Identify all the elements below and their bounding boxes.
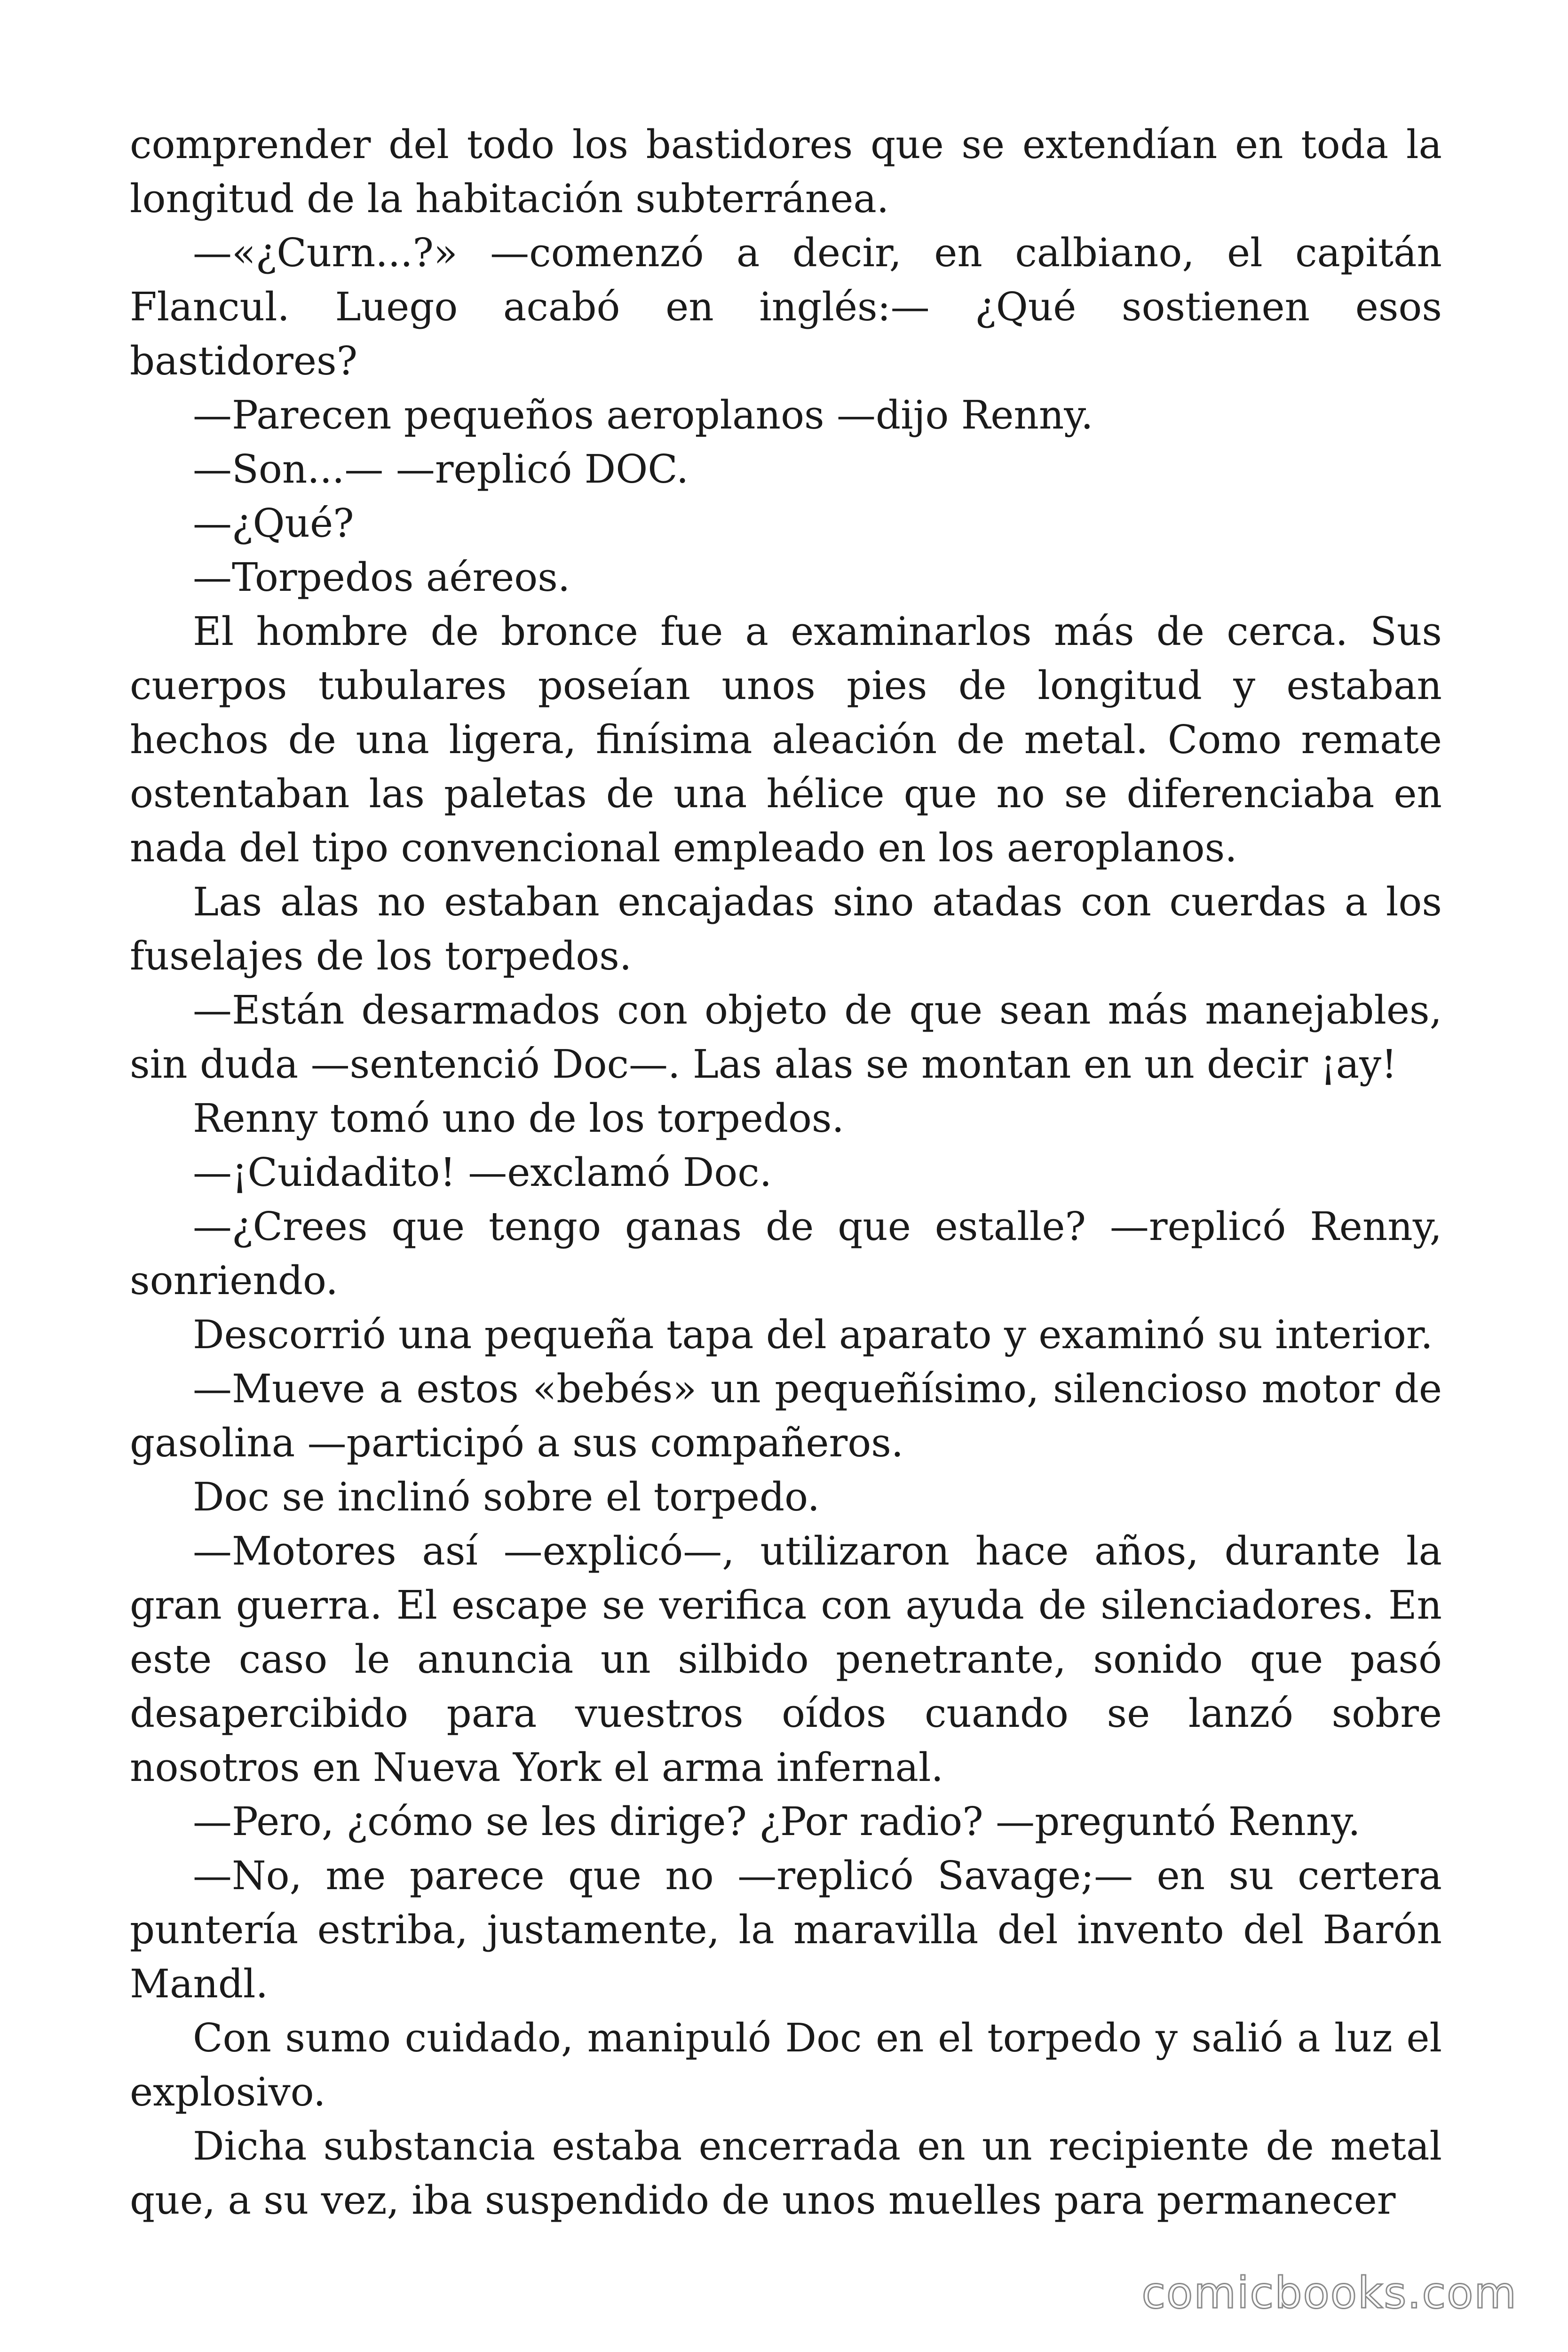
paragraph: —Parecen pequeños aeroplanos —dijo Renny. <box>193 392 1093 438</box>
paragraph: Dicha substancia estaba encerrada en un recipiente de metal que, a su vez, iba suspendido de unos muelles para permanecer <box>130 2123 1442 2223</box>
paragraph: —Están desarmados con objeto de que sean más manejables, sin duda —sentenció Doc—. Las alas se montan en un decir ¡ay! <box>130 987 1442 1087</box>
watermark: comicbooks.com <box>1141 2268 1517 2318</box>
paragraph: Doc se inclinó sobre el torpedo. <box>193 1474 820 1520</box>
paragraph: —Motores así —explicó—, utilizaron hace años, durante la gran guerra. El escape se verifica con ayuda de silenciadores. En este caso le anuncia un silbido penetrante, sonido que pasó desapercibido para vuestros oídos cuando se lanzó sobre nosotros en Nueva York el arma infernal. <box>130 1528 1442 1790</box>
paragraph: El hombre de bronce fue a examinarlos más de cerca. Sus cuerpos tubulares poseían unos pies de longitud y estaban hechos de una ligera, finísima aleación de metal. Como remate ostentaban las paletas de una hélice que no se diferenciaba en nada del tipo convencional empleado en los aeroplanos. <box>130 609 1442 871</box>
paragraph: —No, me parece que no —replicó Savage;— en su certera puntería estriba, justamente, la maravilla del invento del Barón Mandl. <box>130 1853 1442 2007</box>
paragraph: —Mueve a estos «bebés» un pequeñísimo, silencioso motor de gasolina —participó a sus compañeros. <box>130 1366 1442 1466</box>
paragraph: comprender del todo los bastidores que se extendían en toda la longitud de la habitación subterránea. <box>130 122 1442 222</box>
paragraph: —¡Cuidadito! —exclamó Doc. <box>193 1150 772 1195</box>
paragraph: Las alas no estaban encajadas sino atadas con cuerdas a los fuselajes de los torpedos. <box>130 879 1442 979</box>
paragraph: Descorrió una pequeña tapa del aparato y examinó su interior. <box>193 1312 1433 1358</box>
paragraph: —¿Qué? <box>193 501 354 546</box>
paragraph: Con sumo cuidado, manipuló Doc en el torpedo y salió a luz el explosivo. <box>130 2015 1442 2115</box>
paragraph: —Torpedos aéreos. <box>193 555 570 600</box>
paragraph: —¿Crees que tengo ganas de que estalle? —replicó Renny, sonriendo. <box>130 1204 1442 1303</box>
paragraph: —Son...— —replicó DOC. <box>193 446 689 492</box>
paragraph: Renny tomó uno de los torpedos. <box>193 1096 844 1141</box>
paragraph: —Pero, ¿cómo se les dirige? ¿Por radio? —preguntó Renny. <box>193 1799 1361 1844</box>
page-body <box>130 118 1442 2227</box>
paragraph: —«¿Curn...?» —comenzó a decir, en calbiano, el capitán Flancul. Luego acabó en inglés:— ¿Qué sostienen esos bastidores? <box>130 230 1442 384</box>
